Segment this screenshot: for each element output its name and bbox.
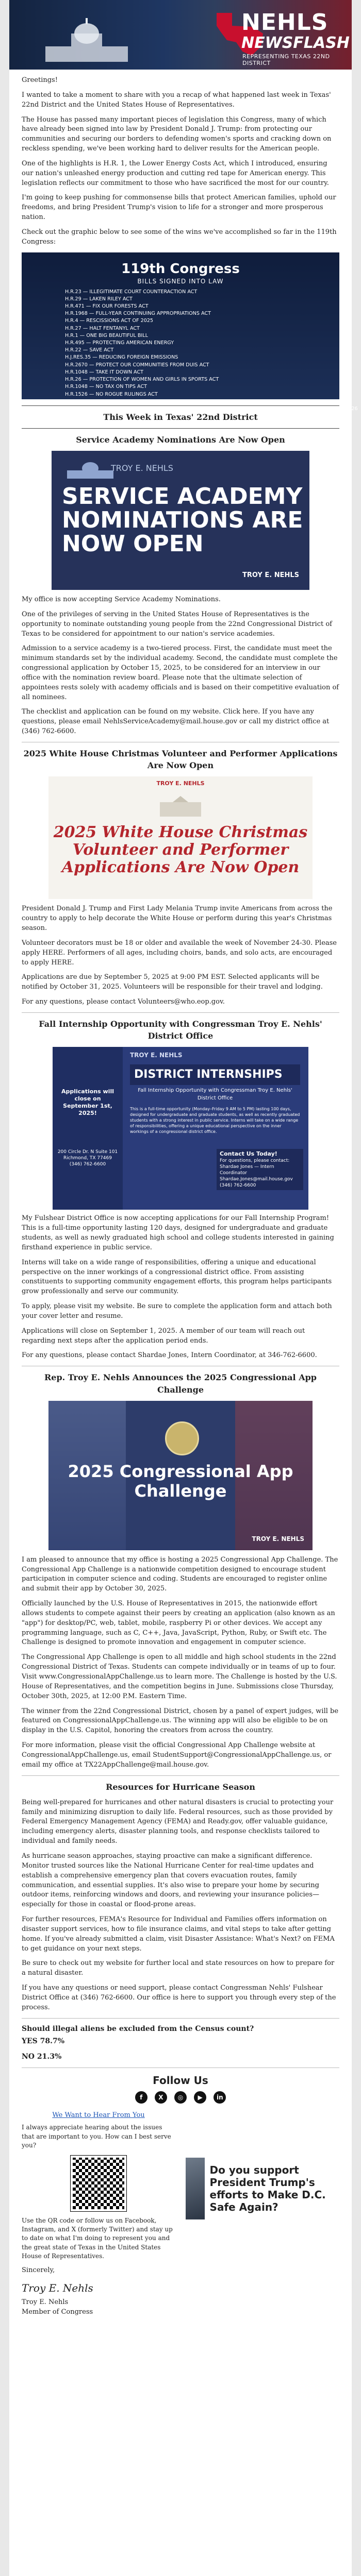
app-paragraph: The winner from the 22nd Congressional District, chosen by a panel of expert judges, will be featured on CongressionalAppChallenge.us. The winning app will also be eligible to be on display in the U.S. Capitol, honoring the creators from across the country.	[22, 1707, 339, 1735]
bill-item: H.R.5371 — THE MILITARY CONSTRUCTION, VETERANS AFFAIRS, AND RELATED AGENCIES APPROPRIATIONS ACT, 2026	[65, 405, 358, 412]
survey-question: Should illegal aliens be excluded from the Census count?	[22, 2024, 254, 2033]
contact-section	[22, 2111, 339, 2266]
instagram-icon[interactable]: ◎	[174, 2091, 187, 2104]
intro-paragraph: I wanted to take a moment to share with you a recap of what happened last week in Texas' 22nd District and the United States House of Representatives.	[22, 91, 331, 109]
bill-item: H.R.471 — FIX OUR FORESTS ACT	[65, 303, 149, 310]
intro-paragraph: One of the highlights is H.R. 1, the Lower Energy Costs Act, which I introduced, ensuring our nation's unleashed energy production and cutting red tape for American energy. This legislation reflects our commitment to those who have sacrificed the most for our country.	[22, 159, 329, 187]
academy-paragraph: My office is now accepting Service Academy Nominations.	[22, 596, 221, 604]
internship-sidebar	[53, 1047, 123, 1210]
app-paragraph: I am pleased to announce that my office is hosting a 2025 Congressional App Challenge. The Congressional App Challenge is a nationwide competition designed to encourage student participation in computer science and coding. Students are encouraged to register online and submit their app by October 30, 2025.	[22, 1555, 338, 1593]
newsletter-content	[9, 70, 358, 2317]
congress-title: 119th Congress	[121, 261, 240, 277]
app-brand: TROY E. NEHLS	[252, 1535, 304, 1543]
week-heading: This Week in Texas' 22nd District	[103, 412, 258, 422]
hurricane-paragraph: As hurricane season approaches, staying proactive can make a significant difference. Monitor trusted sources like the National Hurricane Center for real-time updates and establish a comprehensive emergency plan that covers evacuation routes, family communication, and essential supplies. It's also wise to prepare your home by securing outdoor items, reinforcing windows and doors, and reviewing your insurance policies—especially for those in coastal or flood-prone areas.	[22, 1852, 320, 1909]
internship-image	[53, 1047, 308, 1210]
internship-logo: TROY E. NEHLS	[130, 1052, 183, 1059]
header-tagline: REPRESENTING TEXAS 22ND DISTRICT	[242, 53, 330, 66]
hurricane-heading: Resources for Hurricane Season	[106, 1782, 255, 1792]
internship-heading: Fall Internship Opportunity with Congressman Troy E. Nehls' District Office	[39, 1019, 322, 1041]
bill-item: H.R.27 — HALT FENTANYL ACT	[65, 325, 140, 331]
greeting: Greetings!	[22, 76, 58, 84]
bill-item: H.R.26 — PROTECTION OF WOMEN AND GIRLS IN SPORTS ACT	[65, 377, 219, 383]
cta-column[interactable]	[186, 2111, 339, 2266]
bill-item: H.R.1048 — TAKE IT DOWN ACT	[65, 369, 144, 375]
internship-subtitle: Fall Internship Opportunity with Congressman Troy E. Nehls' District Office	[138, 1088, 292, 1101]
academy-logo-text: TROY E. NEHLS	[111, 463, 173, 473]
we-want-link[interactable]: We Want to Hear From You	[52, 2111, 145, 2119]
internship-paragraph: To apply, please visit my website. Be sure to complete the application form and attach both your cover letter and resume.	[22, 1302, 332, 1320]
academy-paragraph: The checklist and application can be found on my website. Click here. If you have any questions, please email NehlsServiceAcademy@mail.house.gov or call my district office at (346) 762-6600.	[22, 708, 330, 736]
x-twitter-icon[interactable]: X	[155, 2091, 167, 2104]
app-challenge-image	[48, 1401, 313, 1550]
bill-item: H.R.1968 — FULL-YEAR CONTINUING APPROPRIATIONS ACT	[65, 311, 211, 317]
bill-item: H.R.1 — ONE BIG BEAUTIFUL BILL	[65, 332, 148, 338]
signoff-name: Troy E. Nehls	[22, 2298, 69, 2307]
app-paragraph: Officially launched by the U.S. House of Representatives in 2015, the nationwide effort allows students to compete against their peers by creating an application (also known as an "app") for desktop/PC, web, tablet, mobile, raspberry Pi or other devices. We accept any programming language, such as C, C++, Java, JavaScript, Python, Ruby, or Swift etc. The Challenge is designed to promote innovation and engagement in computer science.	[22, 1600, 335, 1647]
section-divider	[22, 2018, 339, 2019]
intro-paragraph: Check out the graphic below to see some of the wins we've accomplished so far in the 119th Congress:	[22, 228, 337, 246]
xmas-paragraph: President Donald J. Trump and First Lady Melania Trump invite Americans from across the country to apply to help decorate the White House or perform during this year's Christmas season.	[22, 905, 333, 933]
internship-main	[130, 1051, 300, 1134]
academy-image-text: SERVICE ACADEMY NOMINATIONS ARE NOW OPEN	[62, 483, 303, 557]
section-divider	[22, 428, 339, 429]
internship-paragraph: Interns will take on a wide range of responsibilities, offering a unique and educational perspective on the inner workings of a congressional district office. From assisting constituents to supporting community engagement efforts, this program helps participants grow professionally and serve our community.	[22, 1258, 332, 1296]
academy-brand: TROY E. NEHLS	[242, 571, 299, 580]
dc-safe-cta[interactable]: Do you support President Trump's efforts to Make D.C. Safe Again?	[209, 2163, 326, 2213]
section-divider	[22, 2067, 339, 2068]
bill-item: H.R.22 — SAVE ACT	[65, 347, 114, 353]
xmas-paragraph: Volunteer decorators must be 18 or older and available the week of November 24-30. Please apply HERE. Performers of all ages, including choirs, bands, and solo acts, are encouraged to apply HERE.	[22, 939, 337, 967]
section-divider	[22, 1775, 339, 1776]
signature: Troy E. Nehls	[22, 2282, 93, 2295]
bill-item: H.R.1526 — NO ROGUE RULINGS ACT	[65, 391, 158, 397]
bill-item: H.J.RES.35 — REDUCING FOREIGN EMISSIONS	[65, 354, 178, 361]
signoff-closing: Sincerely,	[22, 2266, 55, 2275]
signoff-title: Member of Congress	[22, 2308, 93, 2316]
academy-paragraph: Admission to a service academy is a two-tiered process. First, the candidate must meet the minimum standards set by the individual academy. Second, the candidate must complete the congressional application by October 15, 2025, to be considered for an interview in our office with the nomination review board. Please note that the ultimate selection of appointees rests solely with academy officials and is based on their competitive evaluation of all nominees.	[22, 645, 339, 701]
internship-paragraph: Applications will close on September 1, 2025. A member of our team will reach out regarding next steps after the application period ends.	[22, 1327, 305, 1345]
app-image-text: 2025 Congressional App Challenge	[68, 1461, 293, 1501]
internship-paragraph: My Fulshear District Office is now accepting applications for our Fall Internship Program! This is a full-time opportunity lasting 120 days, designed for undergraduate and graduate students, as well as newly graduated high school and college students interested in gaining firsthand experience in public service.	[22, 1214, 334, 1251]
xmas-heading: 2025 White House Christmas Volunteer and Performer Applications Are Now Open	[23, 749, 338, 771]
newsletter-header	[9, 0, 352, 70]
academy-paragraph: One of the privileges of serving in the United States House of Representatives is the opportunity to nominate outstanding young people from the 22nd Congressional District of Texas to be considered for appointment to our nation's service academies.	[22, 610, 332, 638]
internship-address: 200 Circle Dr. N Suite 101 Richmond, TX 77469 (346) 762-6600	[57, 1149, 118, 1167]
bill-item: H.R.4 — RESCISSIONS ACT OF 2025	[65, 318, 154, 324]
bill-item: H.R.495 — PROTECTING AMERICAN ENERGY	[65, 340, 174, 346]
internship-paragraph: For any questions, please contact Shardae Jones, Intern Coordinator, at 346-762-6600.	[22, 1351, 317, 1360]
survey-no: NO 21.3%	[22, 2053, 62, 2061]
bill-item: S.J.RES.28 — DEPARTMENT OF DEFENSE APPROPRIATIONS ACT, 2025	[65, 398, 236, 404]
we-want-column	[22, 2111, 175, 2266]
facebook-icon[interactable]: f	[135, 2091, 147, 2104]
header-subtitle: NEWSFLASH	[241, 34, 350, 52]
xmas-paragraph: For any questions, please contact Volunteers@who.eop.gov.	[22, 998, 225, 1006]
xmas-brand: TROY E. NEHLS	[156, 780, 205, 787]
hurricane-paragraph: Being well-prepared for hurricanes and other natural disasters is crucial to protecting your family and minimizing disruption to daily life. Federal resources, such as those provided by Federal Emergency Management Agency (FEMA) and Ready.gov, offer valuable guidance, including emergency alerts, disaster planning tools, and response checklists tailored to individual and family needs.	[22, 1798, 334, 1845]
we-want-text: Use the QR code or follow us on Facebook, Instagram, and X (formerly Twitter) and stay up to date on what I'm doing to represent you and the great state of Texas in the United States House of Representatives.	[22, 2216, 173, 2260]
congress-subtitle: BILLS SIGNED INTO LAW	[137, 277, 224, 285]
contact-body: For questions, please contact: Shardae Jones — Intern Coordinator Shardae.Jones@mail.house.gov (346) 762-6600	[220, 1158, 293, 1189]
app-heading: Rep. Troy E. Nehls Announces the 2025 Congressional App Challenge	[44, 1372, 317, 1395]
intro-paragraph: I'm going to keep pushing for commonsense bills that protect American families, uphold our freedoms, and bring President Trump's vision to life for a stronger and more prosperous nation.	[22, 194, 336, 222]
internship-title: DISTRICT INTERNSHIPS	[130, 1064, 300, 1085]
bills-list	[65, 289, 358, 413]
survey-yes: YES 78.7%	[22, 2037, 65, 2045]
congress-bills-graphic	[22, 252, 358, 412]
hurricane-paragraph: For further resources, FEMA's Resource for Individual and Families offers information on disaster support services, how to file insurance claims, and vital steps to take after getting home. If you've already submitted a claim, visit Disaster Assistance: What's Next? on FEMA to get guidance on your next steps.	[22, 1916, 335, 1953]
hurricane-paragraph: If you have any questions or need support, please contact Congressman Nehls' Fulshear District Office at (346) 762-6600. Our office is here to support you through every step of the process.	[22, 1984, 336, 2011]
internship-contact-box	[217, 1149, 303, 1190]
capitol-icon	[40, 15, 133, 64]
app-paragraph: The Congressional App Challenge is open to all middle and high school students in the 22nd Congressional District of Texas. Students can compete individually or in teams of up to four. Visit www.CongressionalAppChallenge.us to learn more. The Challenge is hosted by the U.S. House of Representatives, and the competition begins in June. Submissions close Thursday, October 30th, 2025, at 12:00 P.M. Eastern Time.	[22, 1653, 337, 1700]
bill-item: H.R.2670 — PROTECT OUR COMMUNITIES FROM DUIS ACT	[65, 362, 209, 368]
section-divider	[22, 1012, 339, 1013]
we-want-text: I always appreciate hearing about the issues that are important to you. How can I best serve you?	[22, 2124, 171, 2149]
white-house-icon	[155, 792, 206, 818]
xmas-image-text: 2025 White House Christmas Volunteer and Performer Applications Are Now Open	[53, 823, 308, 877]
hurricane-paragraph: Be sure to check out my website for further local and state resources on how to prepare for a natural disaster.	[22, 1959, 335, 1977]
qr-code-icon[interactable]	[71, 2156, 126, 2211]
capitol-photo	[186, 2158, 205, 2219]
intro-paragraph: The House has passed many important pieces of legislation this Congress, many of which have already been signed into law by President Donald J. Trump: from protecting our communities and securing our borders to defending women's sports and cracking down on reckless spending, we've been working hard to deliver results for the American people.	[22, 115, 332, 153]
youtube-icon[interactable]: ▶	[194, 2091, 206, 2104]
internship-close-note: Applications will close on September 1st, 2025!	[61, 1088, 114, 1117]
bill-item: H.R.1048 — NO TAX ON TIPS ACT	[65, 384, 147, 390]
xmas-paragraph: Applications are due by September 5, 2025 at 9:00 PM EST. Selected applicants will be notified by October 31, 2025. Volunteers will be responsible for their travel and lodging.	[22, 973, 323, 991]
academy-heading: Service Academy Nominations Are Now Open	[76, 434, 285, 445]
header-title: NEHLS	[241, 9, 329, 36]
app-paragraph: For more information, please visit the official Congressional App Challenge website at CongressionalAppChallenge.us, email StudentSupport@CongressionalAppChallenge.us, or email my office at TX22AppChallenge@mail.house.gov.	[22, 1741, 332, 1769]
academy-image	[52, 451, 309, 590]
linkedin-icon[interactable]: in	[214, 2091, 226, 2104]
xmas-image	[48, 776, 313, 899]
follow-us-title: Follow Us	[153, 2074, 208, 2087]
internship-description: This is a full-time opportunity (Monday–Friday 9 AM to 5 PM) lasting 100 days, designed for undergraduate and graduate students, as well as recently graduated students with a strong interest in public service. Interns will take on a wide range of responsibilities, offering a unique educational perspective on the inner workings of a congressional district office.	[130, 1107, 300, 1134]
bill-item: H.R.23 — ILLEGITIMATE COURT COUNTERACTION ACT	[65, 289, 198, 295]
newsletter-page	[9, 0, 358, 2576]
congress-seal-icon	[165, 1421, 199, 1455]
bill-item: H.R.29 — LAKEN RILEY ACT	[65, 296, 133, 302]
social-links	[22, 2091, 339, 2104]
contact-title: Contact Us Today!	[220, 1150, 277, 1158]
